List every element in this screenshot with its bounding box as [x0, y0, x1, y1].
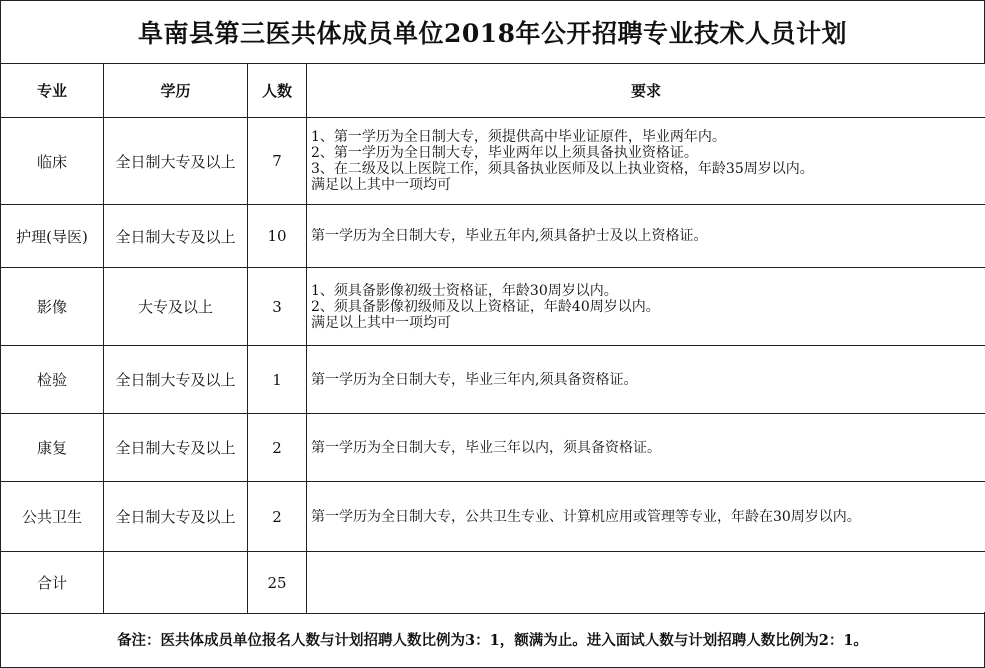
- total-education: [104, 552, 248, 614]
- cell-education: 全日制大专及以上: [104, 205, 248, 268]
- table-row: [1, 346, 985, 414]
- cell-major: 护理(导医): [1, 205, 104, 268]
- header-requirements: 要求: [307, 64, 985, 118]
- header-education: 学历: [104, 64, 248, 118]
- cell-education: 大专及以上: [104, 268, 248, 346]
- requirement-line: 3、在二级及以上医院工作，须具备执业医师及以上执业资格，年龄35周岁以内。: [311, 161, 814, 177]
- cell-requirements: [307, 268, 985, 346]
- cell-count: 1: [248, 346, 307, 414]
- footnote: 备注：医共体成员单位报名人数与计划招聘人数比例为3：1，额满为止。进入面试人数与计划招聘人数比例为2：1。: [0, 612, 985, 668]
- requirement-line: 满足以上其中一项均可: [311, 314, 451, 331]
- requirement-line: 第一学历为全日制大专，毕业三年以内，须具备资格证。: [311, 439, 661, 456]
- requirement-line: 第一学历为全日制大专，毕业五年内,须具备护士及以上资格证。: [311, 228, 708, 244]
- cell-requirements: [307, 346, 985, 414]
- cell-requirements: [307, 482, 985, 552]
- table-row: [1, 414, 985, 482]
- cell-education: 全日制大专及以上: [104, 414, 248, 482]
- recruitment-table: [0, 63, 985, 614]
- cell-count: 10: [248, 205, 307, 268]
- requirement-line: 满足以上其中一项均可: [311, 177, 451, 193]
- cell-requirements: [307, 118, 985, 205]
- page-title: 阜南县第三医共体成员单位2018年公开招聘专业技术人员计划: [0, 0, 985, 64]
- requirement-line: 1、须具备影像初级士资格证，年龄30周岁以内。: [311, 282, 618, 299]
- table-row: [1, 268, 985, 346]
- table-row: [1, 118, 985, 205]
- cell-major: 康复: [1, 414, 104, 482]
- requirement-line: 1、第一学历为全日制大专，须提供高中毕业证原件，毕业两年内。: [311, 129, 726, 145]
- cell-major: 影像: [1, 268, 104, 346]
- total-row: [1, 552, 985, 614]
- cell-education: 全日制大专及以上: [104, 346, 248, 414]
- cell-requirements: [307, 205, 985, 268]
- cell-major: 公共卫生: [1, 482, 104, 552]
- table-row: [1, 205, 985, 268]
- requirement-line: 第一学历为全日制大专，毕业三年内,须具备资格证。: [311, 371, 638, 388]
- header-major: 专业: [1, 64, 104, 118]
- header-count: 人数: [248, 64, 307, 118]
- cell-education: 全日制大专及以上: [104, 482, 248, 552]
- cell-major: 临床: [1, 118, 104, 205]
- requirement-line: 2、第一学历为全日制大专，毕业两年以上须具备执业资格证。: [311, 145, 698, 161]
- table-header-row: [1, 64, 985, 118]
- cell-count: 2: [248, 482, 307, 552]
- requirement-line: 第一学历为全日制大专，公共卫生专业、计算机应用或管理等专业，年龄在30周岁以内。: [311, 508, 861, 525]
- total-requirements: [307, 552, 985, 614]
- total-label: 合计: [1, 552, 104, 614]
- requirement-line: 2、须具备影像初级师及以上资格证，年龄40周岁以内。: [311, 298, 660, 315]
- total-count: 25: [248, 552, 307, 614]
- cell-count: 2: [248, 414, 307, 482]
- table-row: [1, 482, 985, 552]
- cell-count: 7: [248, 118, 307, 205]
- cell-education: 全日制大专及以上: [104, 118, 248, 205]
- cell-major: 检验: [1, 346, 104, 414]
- cell-count: 3: [248, 268, 307, 346]
- cell-requirements: [307, 414, 985, 482]
